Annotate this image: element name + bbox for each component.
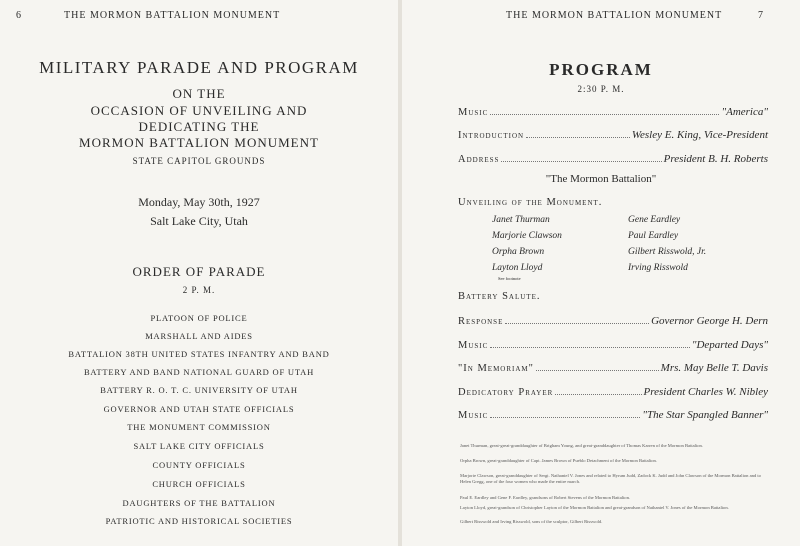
page-number: 6 xyxy=(16,10,21,21)
footnote: Janet Thurman, great-great-granddaughter of Brigham Young, and great-granddaughter of Thomas Karren of the Mormon Battalion. xyxy=(460,443,703,448)
program-time: 2:30 P. M. xyxy=(577,84,625,94)
footnote: Marjorie Clawson, great-granddaughter of Sergt. Nathaniel V. Jones and related to Hyrum Judd, Zadock K. Judd and John Clawson of the Mormon Battalion and to Helen Gregg, one of the four women who made the entire march. xyxy=(460,473,761,484)
parade-item: MARSHALL AND AIDES xyxy=(145,331,253,341)
footnote: Gilbert Risswold and Irving Risswold, sons of the sculptor, Gilbert Risswold. xyxy=(460,519,603,524)
program-item: Dedicatory Prayer President Charles W. Nibley xyxy=(458,386,768,398)
footnote: Layton Lloyd, great-grandson of Christopher Layton of the Mormon Battalion and great-grandson of Nathaniel V. Jones of the Mormon Battalion. xyxy=(460,505,729,510)
parade-item: THE MONUMENT COMMISSION xyxy=(127,422,271,432)
unveiler-name: Gene Eardley xyxy=(628,215,681,225)
program-title: PROGRAM xyxy=(549,60,653,79)
location: STATE CAPITOL GROUNDS xyxy=(132,156,266,166)
footnote: Paul E. Eardley and Gene F. Eardley, grandsons of Robert Stevens of the Mormon Battalion. xyxy=(460,495,631,500)
event-city: Salt Lake City, Utah xyxy=(150,214,248,228)
unveiler-name: Janet Thurman xyxy=(492,215,550,225)
footnote: Orpha Brown, great-granddaughter of Capt. James Brown of Pueblo Detachment of the Mormon Battalion. xyxy=(460,458,657,463)
program-item: Response Governor George H. Dern xyxy=(458,315,768,327)
event-date: Monday, May 30th, 1927 xyxy=(138,195,260,209)
parade-heading: ORDER OF PARADE xyxy=(132,264,266,279)
parade-item: GOVERNOR AND UTAH STATE OFFICIALS xyxy=(103,404,295,414)
parade-item: PLATOON OF POLICE xyxy=(150,313,248,323)
see-footnote: See footnote xyxy=(498,276,521,281)
subtitle-line: ON THE xyxy=(172,86,226,101)
left-page xyxy=(0,0,398,546)
parade-item: DAUGHTERS OF THE BATTALION xyxy=(122,498,276,508)
parade-item: SALT LAKE CITY OFFICIALS xyxy=(133,441,265,451)
subtitle-line: DEDICATING THE xyxy=(138,119,260,134)
unveiler-name: Layton Lloyd xyxy=(492,263,543,273)
program-item: Introduction Wesley E. King, Vice-President xyxy=(458,129,768,141)
subtitle-line: MORMON BATTALION MONUMENT xyxy=(79,135,319,150)
program-item: "In Memoriam" Mrs. May Belle T. Davis xyxy=(458,362,768,374)
unveiler-name: Irving Risswold xyxy=(628,263,688,273)
parade-item: BATTERY AND BAND NATIONAL GUARD OF UTAH xyxy=(83,367,315,377)
running-head: THE MORMON BATTALION MONUMENT xyxy=(64,10,281,21)
parade-item: CHURCH OFFICIALS xyxy=(152,479,246,489)
program-item: Music "The Star Spangled Banner" xyxy=(458,409,768,421)
program-item: Music "America" xyxy=(458,106,768,118)
address-title: "The Mormon Battalion" xyxy=(545,173,657,185)
unveiler-name: Gilbert Risswold, Jr. xyxy=(628,247,707,257)
parade-time: 2 P. M. xyxy=(182,285,216,295)
unveiling-label: Unveiling of the Monument. xyxy=(458,197,603,208)
parade-item: PATRIOTIC AND HISTORICAL SOCIETIES xyxy=(105,516,293,526)
program-item: Address President B. H. Roberts xyxy=(458,153,768,165)
parade-item: BATTALION 38TH UNITED STATES INFANTRY AND BAND xyxy=(68,349,330,359)
page-title: MILITARY PARADE AND PROGRAM xyxy=(39,58,359,77)
page-number: 7 xyxy=(758,10,763,21)
right-page xyxy=(402,0,800,546)
running-head: THE MORMON BATTALION MONUMENT xyxy=(506,10,723,21)
battery-salute: Battery Salute. xyxy=(458,291,541,302)
unveiler-name: Marjorie Clawson xyxy=(492,231,562,241)
parade-item: COUNTY OFFICIALS xyxy=(152,460,246,470)
unveiler-name: Paul Eardley xyxy=(628,231,679,241)
subtitle-line: OCCASION OF UNVEILING AND xyxy=(90,103,308,118)
program-item: Music "Departed Days" xyxy=(458,339,768,351)
parade-item: BATTERY R. O. T. C. UNIVERSITY OF UTAH xyxy=(100,385,298,395)
unveiler-name: Orpha Brown xyxy=(492,247,545,257)
